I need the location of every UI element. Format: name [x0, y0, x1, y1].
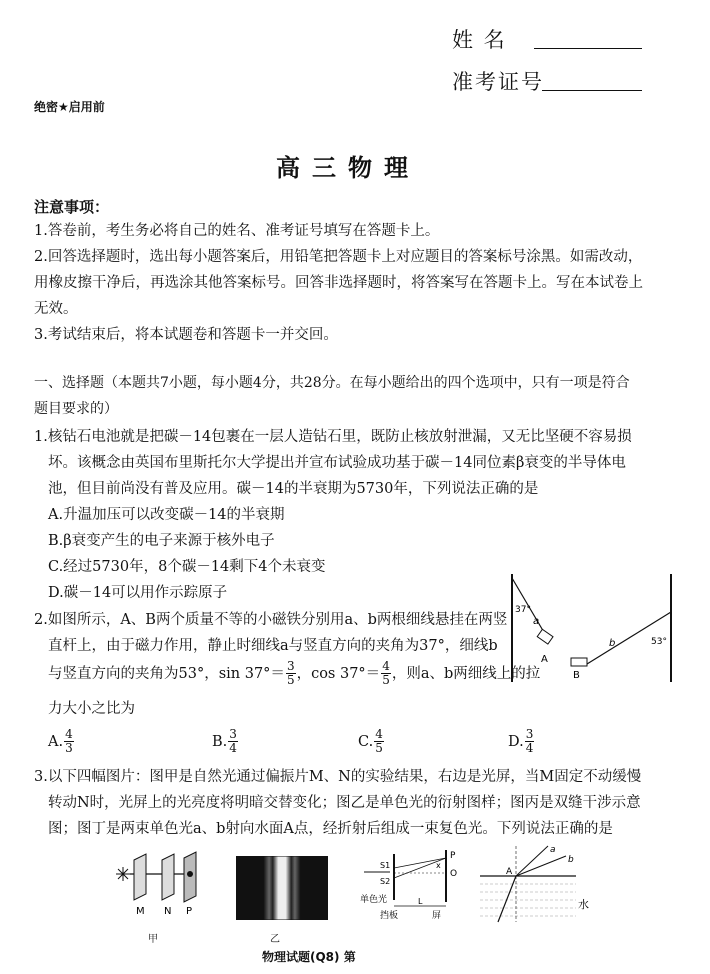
- frac-num: 3: [525, 727, 534, 741]
- magnet-a-label: A: [541, 654, 548, 665]
- label-a: a: [550, 845, 556, 855]
- q2-option-c-label: C.: [358, 733, 374, 750]
- label-l: L: [418, 897, 423, 906]
- q3-line-3: 图；图丁是两束单色光a、b射向水面A点，经折射后组成一束复色光。下列说法正确的是: [48, 821, 613, 837]
- name-field[interactable]: [534, 26, 642, 49]
- exam-id-label: 准考证号: [452, 70, 544, 94]
- cos-den: 5: [382, 673, 390, 687]
- fig-jia-caption: 甲: [148, 934, 158, 945]
- ray-a: [516, 846, 548, 876]
- fig-yi-diffraction: [236, 856, 328, 920]
- angle-a-label: 37°: [515, 605, 531, 615]
- q2-option-d: [508, 728, 535, 755]
- q2-line-1: 2.如图所示，A、B两个质量不等的小磁铁分别用a、b两根细线悬挂在两竖: [34, 612, 508, 628]
- polarizer-m: [134, 854, 146, 900]
- q2-option-c: [358, 728, 385, 755]
- fig-jia-polarizers: [112, 848, 210, 918]
- q1-option-d: D.碳－14可以用作示踪原子: [48, 585, 228, 601]
- q1-line-3: 池，但目前尚没有普及应用。碳－14的半衰期为5730年，下列说法正确的是: [48, 481, 539, 497]
- refracted-ray: [498, 876, 516, 922]
- name-label: 姓 名: [452, 28, 507, 52]
- note-2-line-b: 用橡皮擦干净后，再选涂其他答案标号。回答非选择题时，将答案写在答题卡上。写在本试卷上: [34, 275, 643, 291]
- cos-num: 4: [382, 659, 390, 673]
- string-a-label: a: [533, 616, 540, 627]
- q2-option-b-label: B.: [212, 733, 228, 750]
- q3-line-2: 转动N时，光屏上的光亮度将明暗交替变化；图乙是单色光的衍射图样；图丙是双缝干涉示意: [48, 795, 641, 811]
- secret-label: 绝密★启用前: [34, 100, 105, 114]
- label-b: b: [568, 855, 574, 865]
- label-s2: S2: [380, 877, 391, 886]
- label-o: O: [450, 869, 458, 879]
- frac-num: 3: [229, 727, 237, 741]
- q2-line-2: 直杆上，由于磁力作用，静止时细线a与竖直方向的夹角为37°，细线b: [48, 638, 498, 654]
- page-footer: 物理试题(Q8) 第: [262, 950, 356, 964]
- magnet-a: [537, 629, 553, 644]
- label-x: x: [436, 861, 441, 870]
- q2-line-3-mid: ，cos 37°＝: [296, 665, 381, 682]
- magnet-b: [571, 658, 587, 666]
- fig-ding-refraction: [476, 842, 594, 926]
- q2-option-d-frac: [525, 728, 535, 755]
- frac-den: 5: [375, 741, 383, 755]
- q1-option-a: A.升温加压可以改变碳－14的半衰期: [48, 507, 285, 523]
- label-baffle: 挡板: [380, 911, 399, 921]
- note-2-line-c: 无效。: [34, 301, 78, 317]
- q2-option-b-frac: [228, 728, 238, 755]
- q1-option-b: B.β衰变产生的电子来源于核外电子: [48, 533, 275, 549]
- sin-den: 5: [286, 673, 295, 687]
- polarizer-n: [162, 854, 174, 900]
- q1-line-1: 1.核钻石电池就是把碳－14包裹在一层人造钻石里，既防止核放射泄漏，又无比坚硬不容易损: [34, 429, 632, 445]
- q2-option-a: [48, 728, 75, 755]
- label-p: P: [450, 851, 456, 861]
- section-heading-a: 一、选择题（本题共7小题，每小题4分，共28分。在每小题给出的四个选项中，只有一项是符合: [34, 375, 630, 391]
- q2-option-a-frac: [64, 728, 74, 755]
- label-p: P: [186, 906, 193, 917]
- natural-light-icon: [116, 867, 130, 881]
- q3-line-1: 3.以下四幅图片：图甲是自然光通过偏振片M、N的实验结果，右边是光屏，当M固定不动缓慢: [34, 769, 642, 785]
- string-b-label: b: [609, 638, 616, 649]
- q1-option-c: C.经过5730年，8个碳－14剩下4个未衰变: [48, 559, 326, 575]
- note-1: 1.答卷前，考生务必将自己的姓名、准考证号填写在答题卡上。: [34, 223, 440, 239]
- q2-line-3-pre: 与竖直方向的夹角为53°，sin 37°＝: [48, 665, 285, 682]
- q1-line-2: 坏。该概念由英国布里斯托尔大学提出并宣布试验成功基于碳－14同位素β衰变的半导体电: [48, 455, 626, 471]
- label-screen: 屏: [432, 911, 442, 921]
- notes-heading: 注意事项：: [34, 198, 110, 216]
- q2-line-3: [48, 660, 540, 687]
- frac-num: 4: [375, 727, 383, 741]
- ray-b: [516, 856, 566, 876]
- note-2-line-a: 2.回答选择题时，选出每小题答案后，用铅笔把答题卡上对应题目的答案标号涂黑。如需改动，: [34, 249, 643, 265]
- frac-den: 3: [65, 741, 73, 755]
- fig-yi-caption: 乙: [270, 934, 280, 945]
- frac-num: 4: [65, 727, 73, 741]
- label-water: 水: [578, 898, 589, 911]
- label-n: N: [164, 906, 172, 917]
- diffraction-pattern: [236, 856, 328, 920]
- q2-option-d-label: D.: [508, 733, 524, 750]
- light-spot: [187, 871, 193, 877]
- q2-option-c-frac: [374, 728, 384, 755]
- q2-line-4: 力大小之比为: [48, 701, 135, 717]
- q2-option-b: [212, 728, 239, 755]
- angle-b-label: 53°: [651, 637, 667, 647]
- frac-den: 4: [229, 741, 237, 755]
- label-light: 单色光: [360, 895, 388, 905]
- exam-id-field[interactable]: [542, 68, 642, 91]
- label-s1: S1: [380, 861, 391, 870]
- q2-line-3-post: ，则a、b两细线上的拉: [391, 665, 541, 682]
- frac-den: 4: [525, 741, 534, 755]
- label-m: M: [136, 906, 145, 917]
- label-point-a: A: [506, 867, 513, 877]
- fig-bing-double-slit: [360, 846, 472, 924]
- water-region: [480, 876, 576, 916]
- section-heading-b: 题目要求的）: [34, 401, 118, 417]
- note-3: 3.考试结束后，将本试题卷和答题卡一并交回。: [34, 327, 338, 343]
- q2-magnet-figure: [505, 572, 680, 684]
- sin-fraction: [286, 660, 296, 687]
- q2-option-a-label: A.: [48, 733, 64, 750]
- cos-fraction: [381, 660, 391, 687]
- sin-num: 3: [286, 659, 295, 673]
- page-title: 高三物理: [276, 154, 420, 182]
- magnet-b-label: B: [573, 670, 580, 681]
